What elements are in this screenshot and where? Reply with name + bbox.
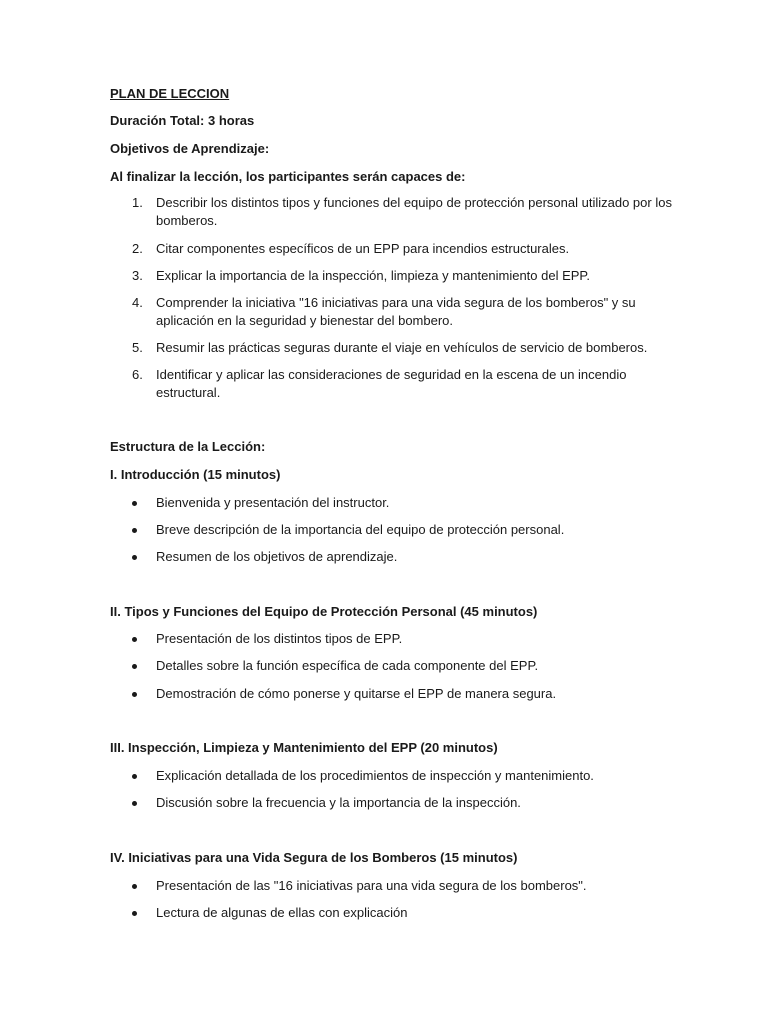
section-heading: IV. Iniciativas para una Vida Segura de los Bomberos (15 minutos)	[110, 850, 518, 865]
list-item	[110, 904, 676, 922]
list-item	[110, 767, 676, 785]
bullet-icon	[132, 801, 137, 806]
list-item-text: Presentación de las "16 iniciativas para una vida segura de los bomberos".	[156, 878, 587, 893]
structure-heading: Estructura de la Lección:	[110, 439, 266, 454]
objective-number: 1.	[132, 195, 143, 210]
objective-text: Citar componentes específicos de un EPP para incendios estructurales.	[156, 241, 570, 256]
section-heading: I. Introducción (15 minutos)	[110, 467, 281, 482]
bullet-icon	[132, 884, 137, 889]
objective-text: Comprender la iniciativa "16 iniciativas para una vida segura de los bomberos" y su aplicación en la seguridad y bienestar del bombero.	[156, 295, 636, 328]
list-item-text: Explicación detallada de los procedimientos de inspección y mantenimiento.	[156, 768, 594, 783]
objective-item	[110, 366, 676, 402]
duration-label: Duración Total: 3 horas	[110, 113, 255, 128]
objective-text: Resumir las prácticas seguras durante el viaje en vehículos de servicio de bomberos.	[156, 340, 648, 355]
objective-item	[110, 194, 676, 230]
bullet-icon	[132, 637, 137, 642]
list-item-text: Breve descripción de la importancia del equipo de protección personal.	[156, 522, 565, 537]
bullet-icon	[132, 911, 137, 916]
objective-item	[110, 240, 676, 258]
list-item-text: Resumen de los objetivos de aprendizaje.	[156, 549, 398, 564]
section-heading: II. Tipos y Funciones del Equipo de Protección Personal (45 minutos)	[110, 604, 538, 619]
objective-number: 3.	[132, 268, 143, 283]
objective-item	[110, 339, 676, 357]
objective-number: 6.	[132, 367, 143, 382]
objective-text: Explicar la importancia de la inspección, limpieza y mantenimiento del EPP.	[156, 268, 591, 283]
objective-item	[110, 294, 676, 330]
list-item	[110, 494, 676, 512]
list-item-text: Detalles sobre la función específica de cada componente del EPP.	[156, 658, 539, 673]
objective-number: 5.	[132, 340, 143, 355]
objectives-heading: Objetivos de Aprendizaje:	[110, 141, 270, 156]
list-item	[110, 630, 676, 648]
list-item-text: Discusión sobre la frecuencia y la importancia de la inspección.	[156, 795, 521, 810]
document-title: PLAN DE LECCION	[110, 86, 230, 101]
list-item	[110, 521, 676, 539]
list-item-text: Demostración de cómo ponerse y quitarse el EPP de manera segura.	[156, 686, 557, 701]
list-item-text: Presentación de los distintos tipos de EPP.	[156, 631, 403, 646]
section-heading: III. Inspección, Limpieza y Mantenimiento del EPP (20 minutos)	[110, 740, 498, 755]
bullet-icon	[132, 501, 137, 506]
bullet-icon	[132, 664, 137, 669]
list-item-text: Lectura de algunas de ellas con explicación	[156, 905, 408, 920]
objective-number: 4.	[132, 295, 143, 310]
bullet-icon	[132, 528, 137, 533]
objectives-intro: Al finalizar la lección, los participantes serán capaces de:	[110, 169, 466, 184]
objective-text: Describir los distintos tipos y funciones del equipo de protección personal utilizado por los bomberos.	[156, 195, 672, 228]
list-item	[110, 548, 676, 566]
objective-number: 2.	[132, 241, 143, 256]
bullet-icon	[132, 692, 137, 697]
list-item	[110, 685, 676, 703]
list-item	[110, 794, 676, 812]
list-item	[110, 877, 676, 895]
bullet-icon	[132, 774, 137, 779]
bullet-icon	[132, 555, 137, 560]
list-item	[110, 657, 676, 675]
list-item-text: Bienvenida y presentación del instructor.	[156, 495, 390, 510]
objective-item	[110, 267, 676, 285]
objective-text: Identificar y aplicar las consideraciones de seguridad en la escena de un incendio estructural.	[156, 367, 627, 400]
